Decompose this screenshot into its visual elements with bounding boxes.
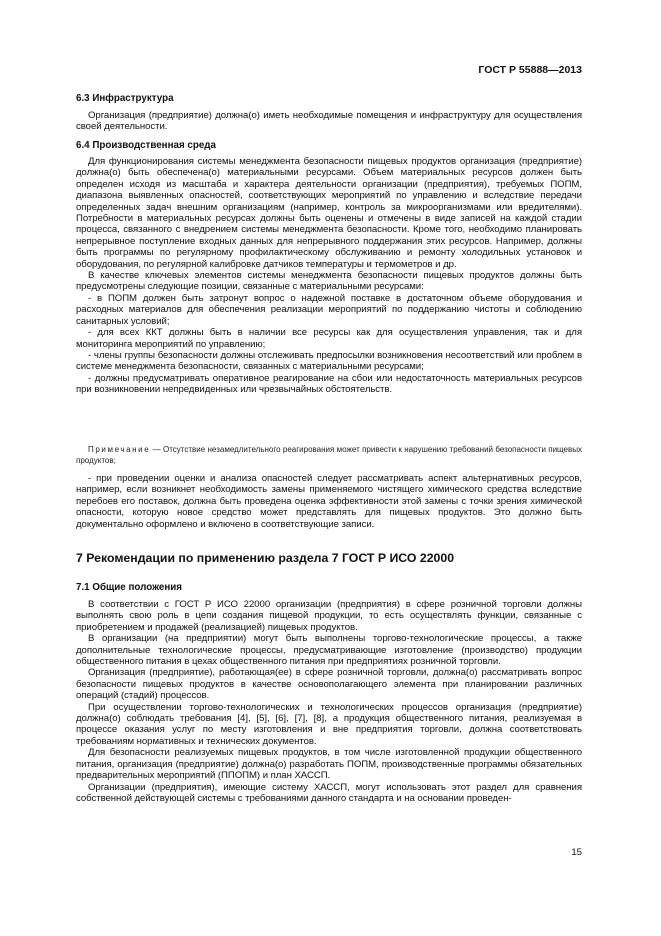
paragraph: В соответствии с ГОСТ Р ИСО 22000 организации (предприятия) в сфере розничной торговли должны выполнять свою роль в цепи создания пищевой продукции, то есть осуществлять функции, связанные с приобретением и продажей (реализацией) пищевых продуктов. xyxy=(76,599,582,633)
section-6-4 xyxy=(76,140,582,152)
paragraph: Для безопасности реализуемых пищевых продуктов, в том числе изготовленной продукции общественного питания, организация (предприятие) должна(о) разработать ПОПМ, производственные программы обязательных предварительных мероприятий (ППОПМ) и план ХАССП. xyxy=(76,747,582,782)
page-number: 15 xyxy=(571,847,582,858)
paragraph: При осуществлении торгово-технологических и технологических процессов организация (предприятие) должна(о) соблюдать требования [4], [5], [6], [7], [8], а продукция общественного питания, реализуемая в процессе оказания услуг по месту изготовления и вне предприятия торговли, должна соответствовать требованиям нормативных и технических документов. xyxy=(76,701,582,747)
document-id: ГОСТ Р 55888—2013 xyxy=(478,64,582,76)
note-body: — Отсутствие незамедлительного реагирования может привести к нарушению требований безопасности пищевых продуктов; xyxy=(76,445,582,465)
chapter-heading: 7 Рекомендации по применению раздела 7 ГОСТ Р ИСО 22000 xyxy=(76,551,455,565)
note xyxy=(76,445,582,466)
section-6-3-body xyxy=(76,110,582,133)
section-heading: 6.3 Инфраструктура xyxy=(76,93,174,104)
list-item: - при проведении оценки и анализа опасностей следует рассматривать аспект альтернативных ресурсов, например, если возникнет необходимость замены применяемого чистящего химического средства вследствие перебоев его поставок, должна быть проведена оценка эффективности этой замены с точки зрения химической опасности, которую новое средство может представлять для пищевых продуктов. Это должно быть документально оформлено и включено в соответствующие записи. xyxy=(76,473,582,530)
list-item: - должны предусматривать оперативное реагирование на сбои или недостаточность материальных ресурсов при возникновении непредвиденных или чрезвычайных обстоятельств. xyxy=(76,372,582,396)
section-heading: 6.4 Производственная среда xyxy=(76,140,216,151)
list-item: - в ПОПМ должен быть затронут вопрос о надежной поставке в достаточном объеме оборудования и расходных материалов для обеспечения реализации мероприятий по поддержанию чистоты и соблюдению санитарных условий; xyxy=(76,292,582,327)
section-6-4-cont xyxy=(76,473,582,530)
section-heading: 7.1 Общие положения xyxy=(76,582,183,593)
note-text xyxy=(76,445,582,466)
note-label: Примечание xyxy=(88,445,151,454)
paragraph: Организации (предприятия), имеющие систему ХАССП, могут использовать этот раздел для сравнения собственной действующей системы с требованиями данного стандарта и на основании проведен- xyxy=(76,781,582,804)
paragraph: В качестве ключевых элементов системы менеджмента безопасности пищевых продуктов должны быть предусмотрены следующие позиции, связанные с материальными ресурсами: xyxy=(76,270,582,293)
list-item: - члены группы безопасности должны отслеживать предпосылки возникновения несоответствий или проблем в системе менеджмента безопасности, связанных с материальными ресурсами; xyxy=(76,349,582,373)
section-7-1-body xyxy=(76,599,582,804)
paragraph: В организации (на предприятии) могут быть выполнены торгово-технологические процессы, а также дополнительные технологические процессы, предусматривающие изготовление (производство) продукции общественного питания в цехах общественного питания при предприятиях розничной торговли. xyxy=(76,633,582,668)
section-6-4-body xyxy=(76,156,582,396)
section-7-1 xyxy=(76,582,582,594)
paragraph: Организация (предприятие), работающая(ее) в сфере розничной торговли, должна(о) рассматривать вопрос безопасности пищевых продуктов в качестве основополагающего элемента при планировании различных операций (стадий) процессов. xyxy=(76,667,582,702)
section-6-3 xyxy=(76,93,582,105)
paragraph: Для функционирования системы менеджмента безопасности пищевых продуктов организация (предприятие) должна(о) быть обеспечена(о) материальными ресурсами. Объем материальных ресурсов должен быть определен исходя из масштаба и характера деятельности организации (предприятия), требуемых ПОПМ, диапазона выявленных опасностей, соответствующих мероприятий по управлению и вследствие передачи определенных задач внешним организациям (например, контроль за микроорганизмами или вредителями). Потребности в материальных ресурсах должны быть оценены и отмечены в виде записей на каждой стадии процесса, связанного с внедрением системы менеджмента безопасности. Кроме того, необходимо планировать непрерывное поступление входных данных для непрерывного поддержания этих ресурсов. Например, должны быть программы по регулярному профилактическому обслуживанию и ремонту холодильных установок и оборудования, по регулярной калибровке датчиков температуры и термометров и др. xyxy=(76,156,582,270)
paragraph: Организация (предприятие) должна(о) иметь необходимые помещения и инфраструктуру для осуществления своей деятельности. xyxy=(76,110,582,133)
list-item: - для всех ККТ должны быть в наличии все ресурсы как для осуществления управления, так и для мониторинга мероприятий по управлению; xyxy=(76,327,582,350)
section-7 xyxy=(76,551,582,566)
